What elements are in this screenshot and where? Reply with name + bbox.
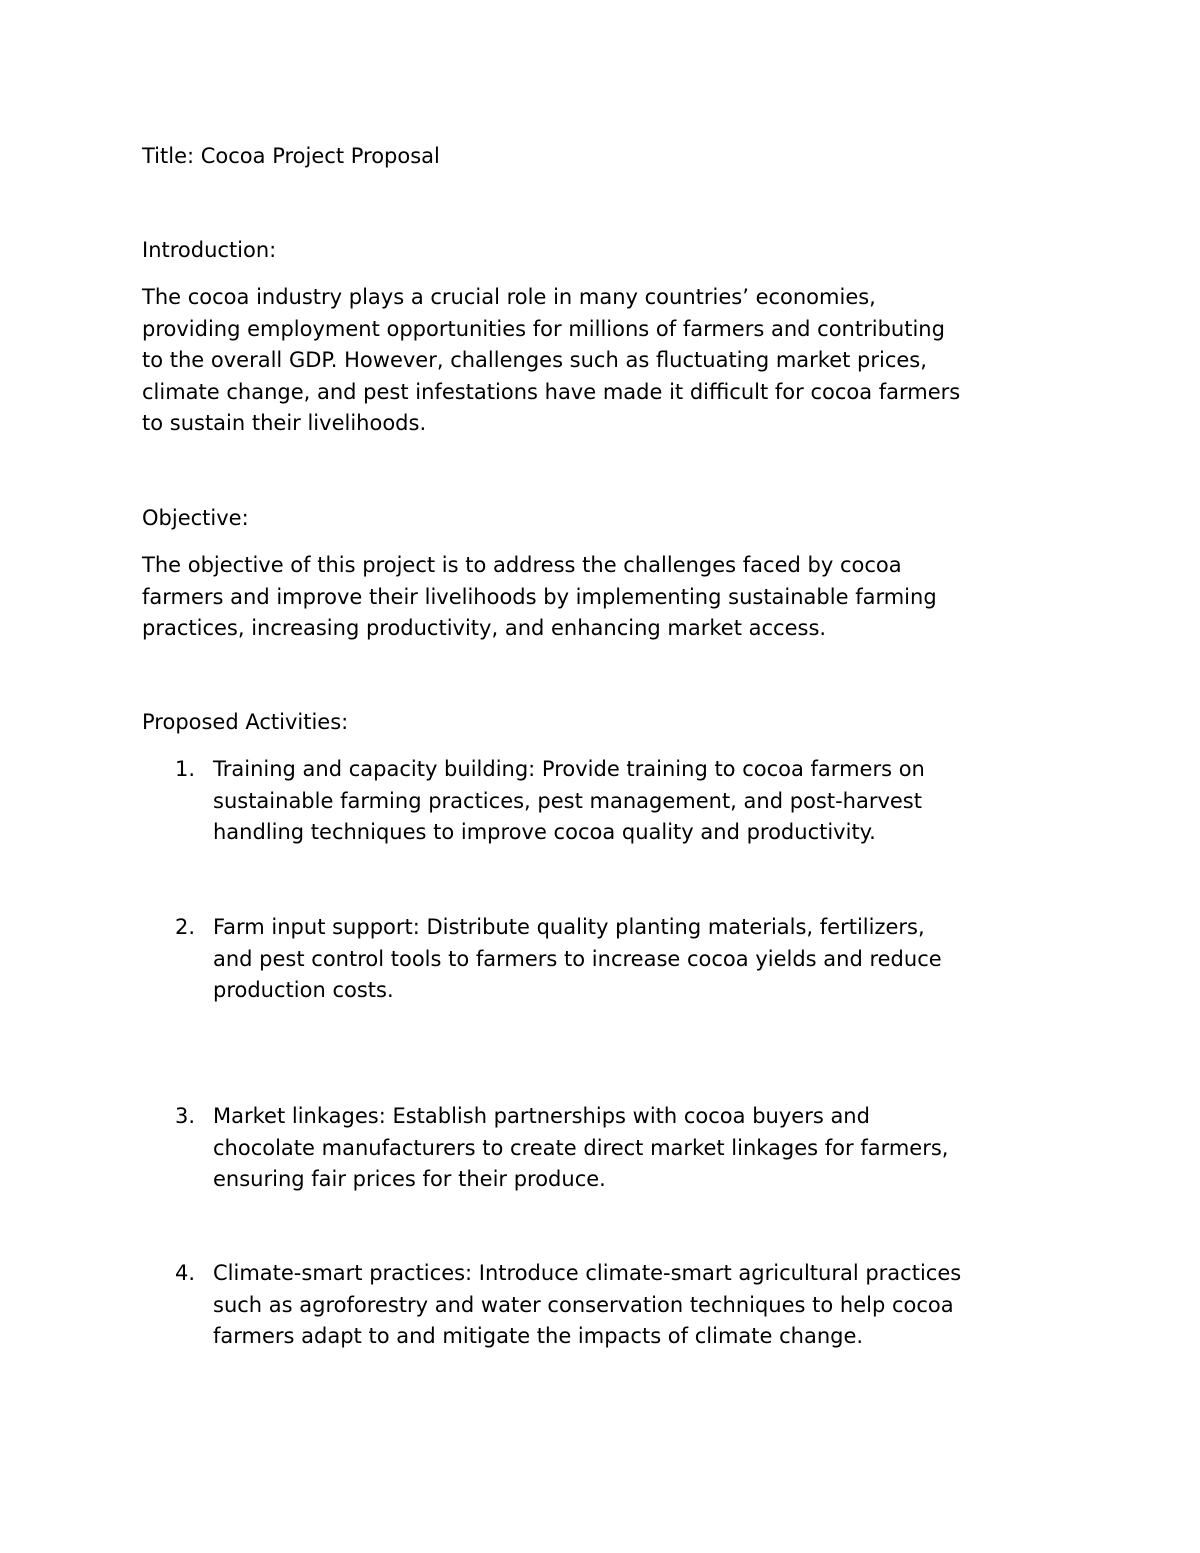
activity-text — [213, 912, 1093, 1007]
objective-heading: Objective: — [142, 506, 249, 530]
objective-paragraph — [142, 550, 1072, 645]
activity-line: handling techniques to improve cocoa quality and productivity. — [213, 820, 876, 844]
objective-line: practices, increasing productivity, and enhancing market access. — [142, 616, 827, 640]
activity-text — [213, 754, 1093, 849]
activity-text — [213, 1258, 1093, 1353]
activity-number: 1. — [175, 757, 196, 781]
introduction-paragraph — [142, 282, 1072, 440]
objective-line: The objective of this project is to address the challenges faced by cocoa — [142, 553, 902, 577]
introduction-line: providing employment opportunities for millions of farmers and contributing — [142, 316, 945, 341]
activity-line: production costs. — [213, 978, 394, 1002]
introduction-line: climate change, and pest infestations have made it difficult for cocoa farmers — [142, 379, 961, 404]
objective-line: farmers and improve their livelihoods by implementing sustainable farming — [142, 584, 937, 609]
document-title: Title: Cocoa Project Proposal — [142, 144, 440, 168]
activity-number: 4. — [175, 1261, 196, 1285]
introduction-line: to the overall GDP. However, challenges such as fluctuating market prices, — [142, 348, 927, 372]
activity-line: Market linkages: Establish partnerships with cocoa buyers and — [213, 1104, 870, 1128]
activity-number: 3. — [175, 1104, 196, 1128]
activity-line: such as agroforestry and water conservation techniques to help cocoa — [213, 1292, 954, 1317]
activity-line: chocolate manufacturers to create direct market linkages for farmers, — [213, 1135, 949, 1160]
activity-line: sustainable farming practices, pest management, and post-harvest — [213, 788, 922, 813]
activity-line: ensuring fair prices for their produce. — [213, 1167, 606, 1191]
activity-text — [213, 1101, 1093, 1196]
activities-heading: Proposed Activities: — [142, 710, 349, 734]
activity-line: and pest control tools to farmers to increase cocoa yields and reduce — [213, 946, 942, 971]
activity-line: Farm input support: Distribute quality planting materials, fertilizers, — [213, 915, 925, 939]
introduction-line: to sustain their livelihoods. — [142, 411, 427, 435]
activity-number: 2. — [175, 915, 196, 939]
activity-line: Climate-smart practices: Introduce climate-smart agricultural practices — [213, 1261, 962, 1285]
introduction-heading: Introduction: — [142, 238, 277, 262]
activity-line: Training and capacity building: Provide training to cocoa farmers on — [213, 757, 925, 781]
introduction-line: The cocoa industry plays a crucial role in many countries’ economies, — [142, 285, 876, 309]
activity-line: farmers adapt to and mitigate the impacts of climate change. — [213, 1324, 864, 1348]
